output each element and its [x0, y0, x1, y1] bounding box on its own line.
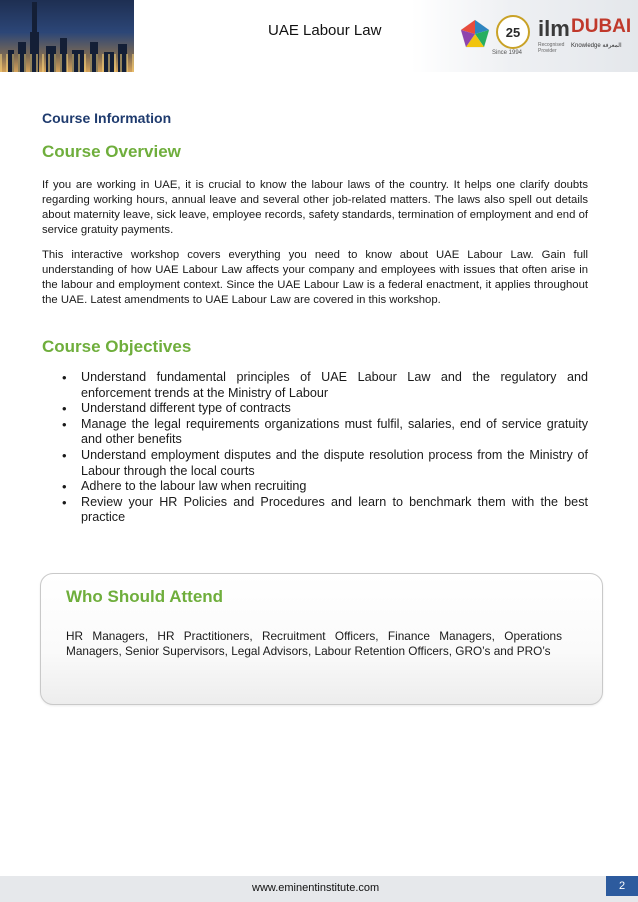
website-link[interactable]: www.eminentinstitute.com — [252, 882, 380, 894]
list-item: • Understand fundamental principles of UAE Labour Law and the regulatory and enforcement trends at the Ministry of Labour — [62, 370, 588, 401]
list-item: • Understand employment disputes and the dispute resolution process from the Ministry of Labour through the local courts — [62, 448, 588, 479]
overview-paragraph-1: If you are working in UAE, it is crucial to know the labour laws of the country. It helps one clarify doubts regarding working hours, annual leave and several other job-related matters. The laws also spell out details about maternity leave, sick leave, employee records, safety standards, termination of employment and end of service gratuity payments. — [42, 179, 588, 236]
course-objectives-heading: Course Objectives — [42, 337, 192, 356]
anniversary-badge: 25 — [496, 15, 530, 49]
dubai-skyline-image — [0, 0, 134, 72]
overview-paragraph-2: This interactive workshop covers everything you need to know about UAE Labour Law. Gain full understanding of how UAE Labour Law affects your company and employees with issues that often arise in the labour and employment context. Since the UAE Labour Law is a federal enactment, it applies throughout the UAE. Latest amendments to UAE Labour Law are covered in this workshop. — [42, 249, 588, 306]
course-overview-heading: Course Overview — [42, 142, 181, 161]
page-number-badge: 2 — [606, 876, 638, 896]
section-label: Course Information — [42, 110, 172, 126]
document-title: UAE Labour Law — [268, 22, 382, 39]
list-item: • Manage the legal requirements organizations must fulfil, salaries, end of service gratuity and other benefits — [62, 417, 588, 448]
list-item: • Adhere to the labour law when recruiting — [62, 479, 588, 495]
ilm-sublabel: Recognised Provider — [538, 42, 565, 54]
ilm-logo: ilm — [538, 16, 570, 41]
objectives-list — [62, 370, 588, 526]
dubai-knowledge-logo: DUBAI — [571, 16, 632, 37]
list-item: • Review your HR Policies and Procedures and learn to benchmark them with the best practice — [62, 495, 588, 526]
dubai-knowledge-sublabel: Knowledge المعرفة — [571, 43, 622, 49]
list-item: • Understand different type of contracts — [62, 401, 588, 417]
page-header — [0, 0, 638, 72]
who-should-attend-text: HR Managers, HR Practitioners, Recruitment Officers, Finance Managers, Operations Managers, Senior Supervisors, Legal Advisors, Labour Retention Officers, GRO’s and PRO’s — [66, 629, 562, 659]
eminent-logo-icon — [459, 18, 491, 50]
since-label: Since 1994 — [492, 50, 523, 56]
who-should-attend-heading: Who Should Attend — [66, 587, 224, 606]
